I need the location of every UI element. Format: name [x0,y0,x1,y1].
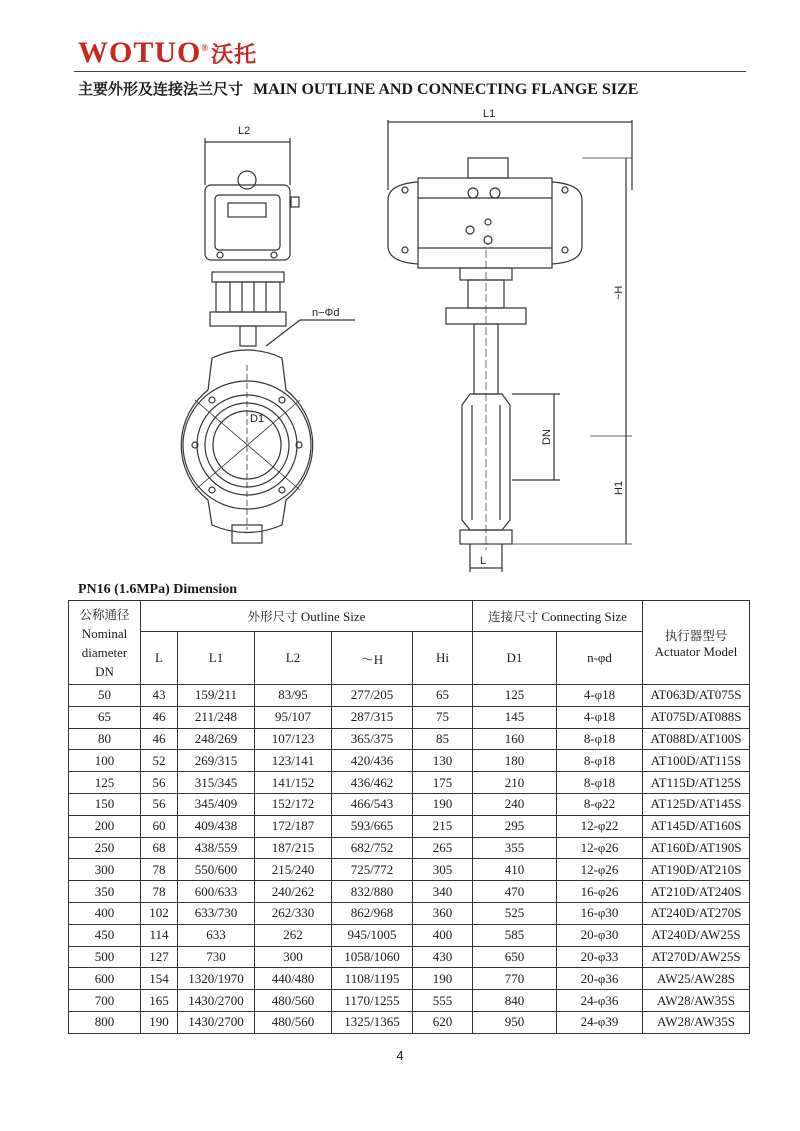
cell-l: 56 [141,772,178,794]
front-view [181,125,355,543]
label-h1: H1 [613,480,625,495]
cell-h: 862/968 [332,902,413,924]
cell-actuator: AT160D/AT190S [643,837,750,859]
cell-dn: 150 [69,793,141,815]
cell-l2: 187/215 [255,837,332,859]
cell-d1: 950 [473,1011,557,1033]
cell-h: 466/543 [332,793,413,815]
cell-h: 945/1005 [332,924,413,946]
cell-l2: 480/560 [255,1011,332,1033]
cell-actuator: AT270D/AW25S [643,946,750,968]
brand-logo [78,36,257,70]
cell-l1: 1430/2700 [178,1011,255,1033]
cell-dn: 700 [69,990,141,1012]
brand-name: WOTUO [78,36,202,69]
col-dn [69,601,141,685]
cell-hi: 130 [413,750,473,772]
col-dn-en-3: DN [95,663,114,679]
cell-nd: 16-φ26 [557,881,643,903]
cell-nd: 20-φ30 [557,924,643,946]
col-nd: n-φd [557,632,643,685]
cell-l2: 262 [255,924,332,946]
cell-h: 593/665 [332,815,413,837]
cell-l2: 240/262 [255,881,332,903]
page-title-en: MAIN OUTLINE AND CONNECTING FLANGE SIZE [253,81,639,98]
cell-l1: 345/409 [178,793,255,815]
cell-d1: 160 [473,728,557,750]
cell-nd: 20-φ36 [557,968,643,990]
cell-l2: 141/152 [255,772,332,794]
cell-hi: 85 [413,728,473,750]
cell-h: 277/205 [332,685,413,707]
label-l2: L2 [238,125,251,137]
cell-l2: 480/560 [255,990,332,1012]
col-dn-en-2: diameter [81,644,128,660]
col-l: L [141,632,178,685]
cell-l: 46 [141,728,178,750]
page-number: 4 [396,1048,404,1063]
cell-h: 682/752 [332,837,413,859]
cell-dn: 350 [69,881,141,903]
cell-dn: 65 [69,706,141,728]
cell-l2: 215/240 [255,859,332,881]
col-group-outline-en: Outline Size [300,609,366,624]
cell-actuator: AT088D/AT100S [643,728,750,750]
cell-hi: 215 [413,815,473,837]
cell-l2: 95/107 [255,706,332,728]
cell-actuator: AW28/AW35S [643,990,750,1012]
cell-h: 1325/1365 [332,1011,413,1033]
label-l1: L1 [483,108,496,120]
cell-dn: 200 [69,815,141,837]
col-actuator-en: Actuator Model [654,643,738,659]
table-row [69,990,750,1012]
cell-d1: 125 [473,685,557,707]
cell-l1: 269/315 [178,750,255,772]
cell-dn: 80 [69,728,141,750]
col-group-outline [141,601,473,632]
cell-dn: 125 [69,772,141,794]
cell-d1: 650 [473,946,557,968]
col-group-conn-cn: 连接尺寸 [488,609,539,624]
dimension-table-body [69,685,750,1034]
valve-outline-drawing [150,100,670,580]
cell-actuator: AT063D/AT075S [643,685,750,707]
table-row [69,902,750,924]
cell-d1: 295 [473,815,557,837]
cell-l2: 107/123 [255,728,332,750]
label-l: L [480,555,487,567]
cell-actuator: AT190D/AT210S [643,859,750,881]
cell-actuator: AW25/AW28S [643,968,750,990]
cell-h: 420/436 [332,750,413,772]
cell-d1: 840 [473,990,557,1012]
cell-actuator: AT240D/AW25S [643,924,750,946]
cell-h: 1108/1195 [332,968,413,990]
cell-actuator: AT210D/AT240S [643,881,750,903]
col-actuator-cn: 执行器型号 [664,627,728,643]
label-d1: D1 [250,413,265,425]
page-title-cn: 主要外形及连接法兰尺寸 [78,80,244,98]
cell-l1: 550/600 [178,859,255,881]
cell-nd: 20-φ33 [557,946,643,968]
cell-dn: 400 [69,902,141,924]
cell-l1: 633/730 [178,902,255,924]
cell-nd: 12-φ26 [557,837,643,859]
cell-actuator: AT240D/AT270S [643,902,750,924]
cell-hi: 430 [413,946,473,968]
header-rule [74,71,746,72]
cell-l1: 409/438 [178,815,255,837]
table-header-row-1 [69,601,750,632]
cell-l: 102 [141,902,178,924]
col-h: ～H [332,632,413,685]
cell-h: 1170/1255 [332,990,413,1012]
cell-l: 114 [141,924,178,946]
cell-d1: 180 [473,750,557,772]
col-hi: Hi [413,632,473,685]
table-row [69,706,750,728]
cell-nd: 12-φ26 [557,859,643,881]
registered-mark: ® [201,43,210,53]
cell-nd: 8-φ22 [557,793,643,815]
cell-l: 127 [141,946,178,968]
cell-hi: 340 [413,881,473,903]
cell-dn: 500 [69,946,141,968]
cell-actuator: AT115D/AT125S [643,772,750,794]
cell-l2: 300 [255,946,332,968]
col-dn-en-1: Nominal [81,625,128,641]
cell-l1: 1430/2700 [178,990,255,1012]
cell-nd: 8-φ18 [557,750,643,772]
cell-l: 68 [141,837,178,859]
cell-nd: 24-φ36 [557,990,643,1012]
table-row [69,859,750,881]
table-row [69,968,750,990]
cell-l1: 633 [178,924,255,946]
cell-actuator: AT145D/AT160S [643,815,750,837]
cell-nd: 8-φ18 [557,772,643,794]
cell-dn: 250 [69,837,141,859]
cell-l1: 438/559 [178,837,255,859]
cell-d1: 410 [473,859,557,881]
cell-l2: 123/141 [255,750,332,772]
label-bolt-holes: n−Φd [312,307,340,319]
label-h: ~H [613,285,625,300]
cell-h: 1058/1060 [332,946,413,968]
dimension-table [68,600,750,1034]
table-row [69,685,750,707]
cell-d1: 240 [473,793,557,815]
table-title: PN16 (1.6MPa) Dimension [78,582,238,597]
cell-d1: 585 [473,924,557,946]
cell-h: 436/462 [332,772,413,794]
cell-l: 78 [141,859,178,881]
cell-l2: 152/172 [255,793,332,815]
table-row [69,750,750,772]
table-row [69,946,750,968]
cell-d1: 145 [473,706,557,728]
cell-dn: 450 [69,924,141,946]
cell-hi: 190 [413,968,473,990]
cell-hi: 175 [413,772,473,794]
cell-l1: 315/345 [178,772,255,794]
cell-l1: 159/211 [178,685,255,707]
col-l1: L1 [178,632,255,685]
cell-hi: 555 [413,990,473,1012]
cell-l1: 211/248 [178,706,255,728]
cell-dn: 300 [69,859,141,881]
cell-d1: 355 [473,837,557,859]
cell-h: 832/880 [332,881,413,903]
col-l2: L2 [255,632,332,685]
cell-dn: 100 [69,750,141,772]
table-row [69,1011,750,1033]
cell-h: 365/375 [332,728,413,750]
cell-d1: 210 [473,772,557,794]
col-group-connecting [473,601,643,632]
cell-l2: 83/95 [255,685,332,707]
col-actuator [643,601,750,685]
cell-dn: 50 [69,685,141,707]
cell-l: 78 [141,881,178,903]
cell-hi: 620 [413,1011,473,1033]
table-row [69,728,750,750]
cell-actuator: AT075D/AT088S [643,706,750,728]
cell-l: 190 [141,1011,178,1033]
cell-hi: 265 [413,837,473,859]
cell-hi: 305 [413,859,473,881]
cell-l1: 730 [178,946,255,968]
cell-l: 52 [141,750,178,772]
cell-l: 43 [141,685,178,707]
label-dn: DN [541,429,553,445]
cell-nd: 16-φ30 [557,902,643,924]
col-dn-cn: 公称通径 [79,606,130,622]
table-row [69,793,750,815]
cell-l2: 440/480 [255,968,332,990]
cell-dn: 800 [69,1011,141,1033]
cell-l: 46 [141,706,178,728]
cell-d1: 525 [473,902,557,924]
table-row [69,837,750,859]
cell-hi: 360 [413,902,473,924]
brand-name-cn: 沃托 [211,43,258,68]
table-row [69,924,750,946]
cell-l1: 248/269 [178,728,255,750]
side-view [388,108,632,572]
cell-hi: 190 [413,793,473,815]
col-group-outline-cn: 外形尺寸 [247,609,298,624]
col-group-conn-en: Connecting Size [541,609,627,624]
cell-hi: 400 [413,924,473,946]
cell-l: 154 [141,968,178,990]
cell-l: 60 [141,815,178,837]
cell-h: 725/772 [332,859,413,881]
page-title [78,78,638,99]
cell-l2: 262/330 [255,902,332,924]
cell-actuator: AT125D/AT145S [643,793,750,815]
cell-l1: 1320/1970 [178,968,255,990]
cell-nd: 4-φ18 [557,706,643,728]
cell-l: 165 [141,990,178,1012]
cell-actuator: AT100D/AT115S [643,750,750,772]
cell-dn: 600 [69,968,141,990]
col-d1: D1 [473,632,557,685]
cell-nd: 8-φ18 [557,728,643,750]
cell-l2: 172/187 [255,815,332,837]
table-row [69,881,750,903]
cell-l1: 600/633 [178,881,255,903]
cell-d1: 770 [473,968,557,990]
cell-hi: 75 [413,706,473,728]
cell-d1: 470 [473,881,557,903]
cell-l: 56 [141,793,178,815]
cell-actuator: AW28/AW35S [643,1011,750,1033]
cell-h: 287/315 [332,706,413,728]
cell-nd: 4-φ18 [557,685,643,707]
cell-nd: 24-φ39 [557,1011,643,1033]
table-row [69,772,750,794]
table-row [69,815,750,837]
cell-hi: 65 [413,685,473,707]
cell-nd: 12-φ22 [557,815,643,837]
